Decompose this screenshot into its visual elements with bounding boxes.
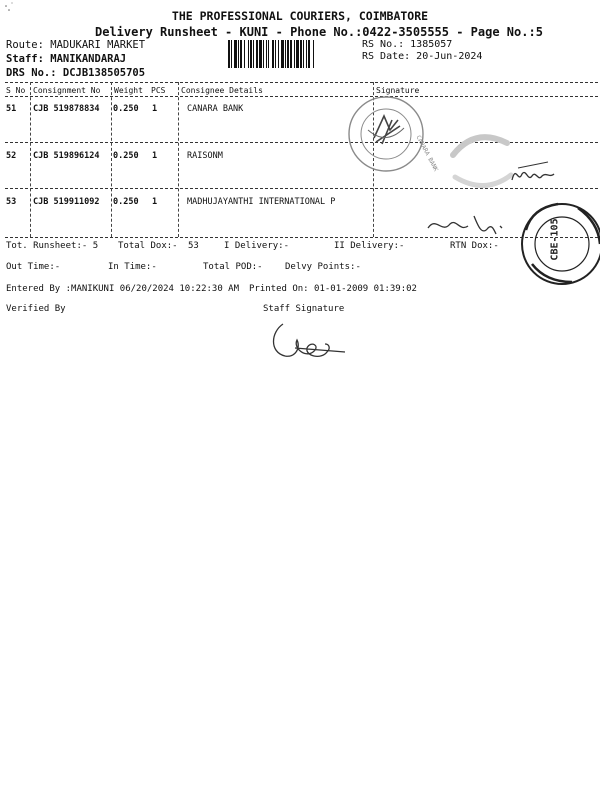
rs-number: RS No.: 1385057 bbox=[362, 39, 453, 50]
route-label: Route: MADUKARI MARKET bbox=[6, 39, 146, 51]
row-consignee: RAISONM bbox=[187, 151, 223, 161]
rtn-dox: RTN Dox:- bbox=[450, 241, 499, 251]
in-time: In Time:- bbox=[108, 262, 157, 272]
row-consignment: CJB 519896124 bbox=[33, 151, 100, 161]
row-consignee: MADHUJAYANTHI INTERNATIONAL P bbox=[187, 197, 336, 207]
row-consignee: CANARA BANK bbox=[187, 104, 244, 114]
handwritten-initials bbox=[508, 160, 558, 190]
table-header-rule bbox=[5, 96, 598, 97]
col-header-pcs: PCS bbox=[151, 86, 166, 95]
row-weight: 0.250 bbox=[113, 104, 139, 114]
company-title: THE PROFESSIONAL COURIERS, COIMBATORE bbox=[171, 9, 429, 23]
i-delivery: I Delivery:- bbox=[224, 241, 290, 251]
row-weight: 0.250 bbox=[113, 197, 139, 207]
staff-signature-label: Staff Signature bbox=[263, 304, 345, 314]
column-divider bbox=[30, 82, 31, 237]
col-header-weight: Weight bbox=[114, 86, 143, 95]
row-pcs: 1 bbox=[152, 151, 158, 161]
col-header-signature: Signature bbox=[376, 86, 420, 95]
row-consignment: CJB 519878834 bbox=[33, 104, 100, 114]
ii-delivery: II Delivery:- bbox=[334, 241, 405, 251]
delvy-points: Delvy Points:- bbox=[285, 262, 361, 272]
drs-number: DRS No.: DCJB138505705 bbox=[6, 67, 146, 79]
scan-speck-mark bbox=[0, 0, 20, 22]
row-pcs: 1 bbox=[152, 104, 158, 114]
out-time: Out Time:- bbox=[6, 262, 61, 272]
row-pcs: 1 bbox=[152, 197, 158, 207]
runsheet-subtitle: Delivery Runsheet - KUNI - Phone No.:0422-3505555 - Page No.:5 bbox=[95, 25, 543, 39]
staff-signature-scribble bbox=[265, 318, 355, 363]
col-header-consignment: Consignment No bbox=[33, 86, 101, 95]
canara-bank-stamp bbox=[338, 90, 438, 180]
staff-label: Staff: MANIKANDARAJ bbox=[6, 53, 127, 65]
col-header-sno: S No bbox=[6, 86, 26, 95]
entered-by: Entered By :MANIKUNI 06/20/2024 10:22:30 AM bbox=[6, 284, 239, 294]
printed-on: Printed On: 01-01-2009 01:39:02 bbox=[249, 284, 417, 294]
verified-by: Verified By bbox=[6, 304, 66, 314]
row-sno: 53 bbox=[6, 197, 17, 207]
madhujayanti-stamp-code: CBE-105 bbox=[549, 218, 561, 261]
col-header-consignee: Consignee Details bbox=[181, 86, 263, 95]
row-consignment: CJB 519911092 bbox=[33, 197, 100, 207]
row-sno: 52 bbox=[6, 151, 17, 161]
column-divider bbox=[111, 82, 112, 237]
total-dox-label: Total Dox:- bbox=[118, 241, 178, 251]
rs-date: RS Date: 20-Jun-2024 bbox=[362, 51, 483, 62]
column-divider bbox=[178, 82, 179, 237]
row-signature-mark bbox=[422, 206, 512, 246]
canara-bank-stamp-text: CANARA BANK bbox=[414, 134, 440, 173]
table-top-rule bbox=[5, 82, 598, 83]
barcode bbox=[228, 40, 354, 68]
tot-runsheet: Tot. Runsheet:- 5 bbox=[6, 241, 99, 251]
row-sno: 51 bbox=[6, 104, 17, 114]
row-weight: 0.250 bbox=[113, 151, 139, 161]
total-pod: Total POD:- bbox=[203, 262, 263, 272]
total-dox-value: 53 bbox=[188, 241, 199, 251]
